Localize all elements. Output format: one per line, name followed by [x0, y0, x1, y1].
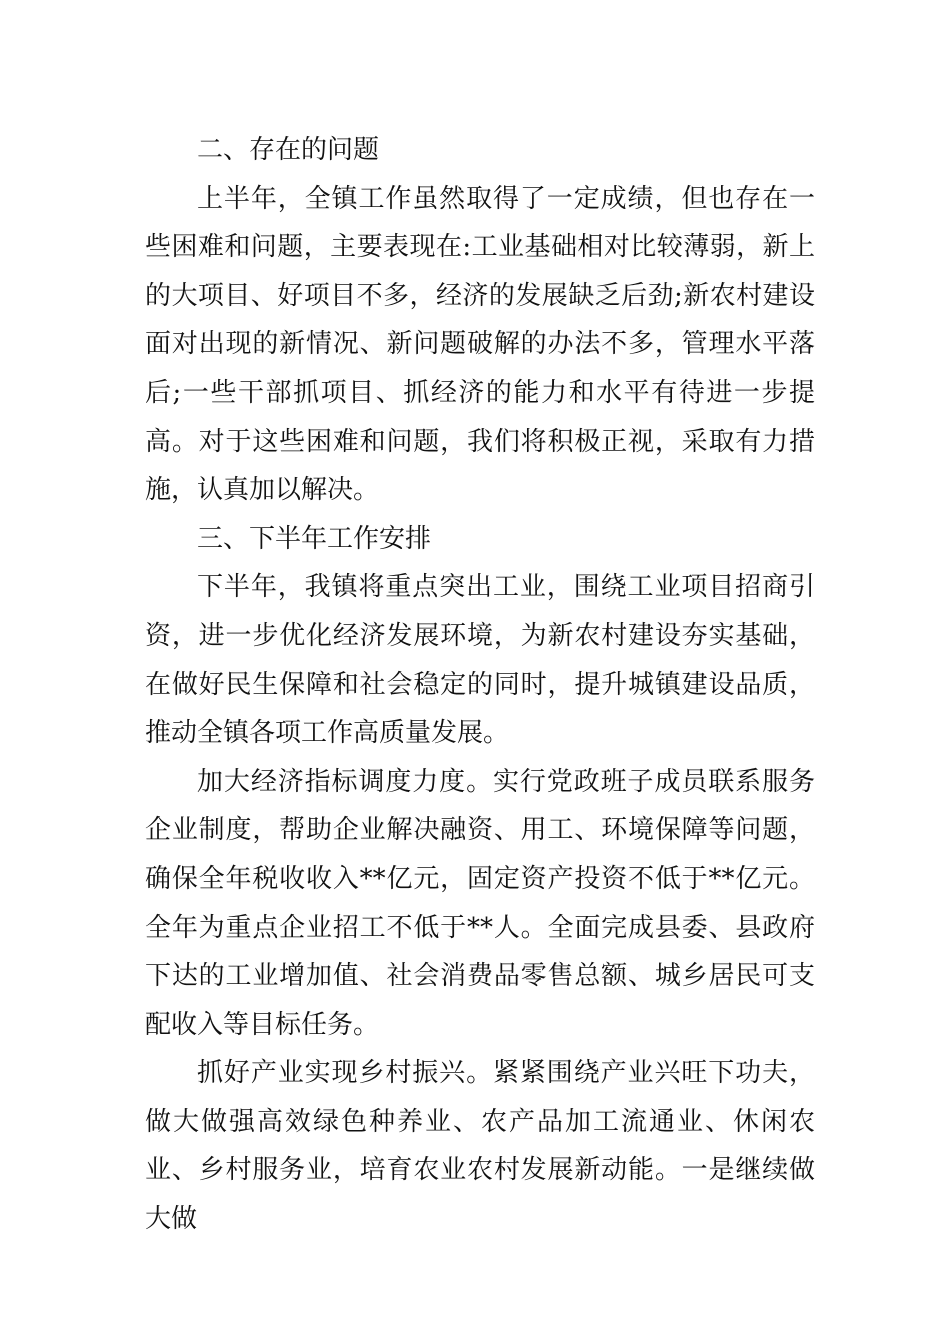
paragraph-rural-revitalization: 抓好产业实现乡村振兴。紧紧围绕产业兴旺下功夫，做大做强高效绿色种养业、农产品加工流通业、休闲农业、乡村服务业，培育农业农村发展新动能。一是继续做大做: [145, 1058, 815, 1235]
paragraph-problems: 上半年，全镇工作虽然取得了一定成绩，但也存在一些困难和问题，主要表现在:工业基础相对比较薄弱，新上的大项目、好项目不多，经济的发展缺乏后劲;新农村建设面对出现的新情况、新问题破解的办法不多，管理水平落后;一些干部抓项目、抓经济的能力和水平有待进一步提高。对于这些困难和问题，我们将积极正视，采取有力措施，认真加以解决。: [145, 183, 815, 506]
section-heading-problems: 二、存在的问题: [197, 135, 380, 165]
paragraph-economic-indicators: 加大经济指标调度力度。实行党政班子成员联系服务企业制度，帮助企业解决融资、用工、环境保障等问题，确保全年税收收入**亿元，固定资产投资不低于**亿元。全年为重点企业招工不低于**人。全面完成县委、县政府下达的工业增加值、社会消费品零售总额、城乡居民可支配收入等目标任务。: [145, 766, 815, 1040]
paragraph-plan-intro: 下半年，我镇将重点突出工业，围绕工业项目招商引资，进一步优化经济发展环境，为新农村建设夯实基础，在做好民生保障和社会稳定的同时，提升城镇建设品质，推动全镇各项工作高质量发展。: [145, 572, 815, 749]
section-heading-plan: 三、下半年工作安排: [197, 523, 432, 554]
document-body: [145, 126, 815, 1244]
